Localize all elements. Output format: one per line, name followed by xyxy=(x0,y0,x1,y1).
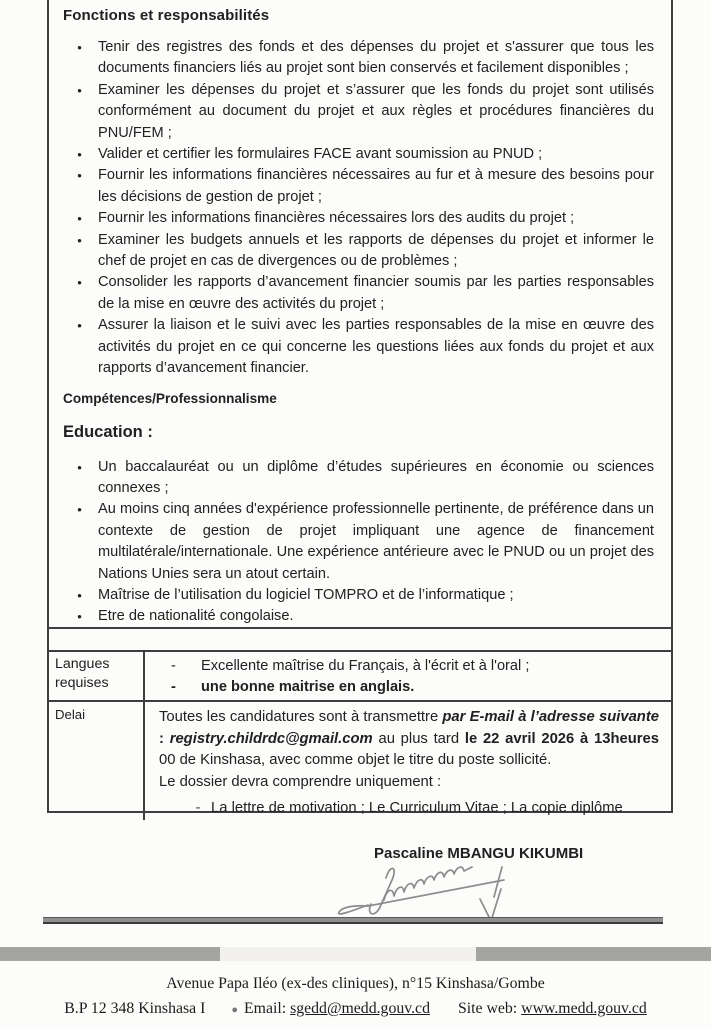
item-text: Assurer la liaison et le suivi avec les parties responsables de la mise en œuvre des activités du projet en ce qui concerne les questions liées aux fonds du projet et aux rapports d’avancement financier. xyxy=(98,317,654,377)
bullet-icon: • xyxy=(77,275,82,291)
list-item xyxy=(61,37,656,80)
item-text: Tenir des registres des fonds et des dépenses du projet et s'assurer que tous les documents financiers liés au projet sont bien conservés et facilement disponibles ; xyxy=(98,39,654,77)
education-list xyxy=(61,457,656,628)
item-text: Un baccalauréat ou un diplôme d’études supérieures en économie ou sciences connexes ; xyxy=(98,458,654,496)
item-text: Examiner les dépenses du projet et s’assurer que les fonds du projet sont utilisés conformément au document du projet et aux règles et procédures financières du PNU/FEM ; xyxy=(98,81,654,141)
dash-icon: - xyxy=(171,679,176,695)
item-text: Fournir les informations financières nécessaires lors des audits du projet ; xyxy=(98,210,575,227)
gray-bar-segment-light xyxy=(220,947,476,961)
bullet-icon: • xyxy=(77,587,82,603)
gray-bar-segment xyxy=(0,947,220,961)
email-label: Email: xyxy=(244,1000,291,1017)
text-segment-bold: : xyxy=(159,730,170,747)
list-item xyxy=(61,315,656,379)
bullet-icon: • xyxy=(77,211,82,227)
dossier-item xyxy=(159,798,659,820)
bullet-separator-icon: ● xyxy=(231,1004,239,1016)
empty-spacer-row xyxy=(47,629,673,650)
po-box-text: B.P 12 348 Kinshasa I xyxy=(64,1000,206,1017)
website-link[interactable]: www.medd.gouv.cd xyxy=(521,1000,647,1017)
dash-icon: - xyxy=(195,800,201,817)
competences-heading: Compétences/Professionnalisme xyxy=(63,390,277,406)
bullet-icon: • xyxy=(77,459,82,475)
item-text: Fournir les informations financières nécessaires au fur et à mesure des besoins pour les décisions de gestion de projet ; xyxy=(98,167,654,205)
list-item xyxy=(61,208,656,229)
responsibilities-list xyxy=(61,37,656,380)
dossier-item-text: La lettre de motivation ; Le Curriculum Vitae ; La copie diplôme xyxy=(211,800,623,817)
section-heading-fonctions: Fonctions et responsabilités xyxy=(63,7,270,24)
list-item xyxy=(61,230,656,273)
item-text: Consolider les rapports d’avancement financier soumis par les parties responsables de la mise en œuvre des activités du projet ; xyxy=(98,274,654,312)
deadline-text: le 22 avril 2026 à 13heures xyxy=(464,730,659,747)
text-segment-bold-italic: par E-mail à l’adresse suivante xyxy=(442,709,659,725)
list-item xyxy=(61,499,656,585)
gray-bar-segment xyxy=(476,947,711,961)
table-row-delai xyxy=(145,702,671,820)
bullet-icon: • xyxy=(77,168,82,184)
dash-item-text: une bonne maitrise en anglais. xyxy=(201,679,415,695)
row-label-delai: Delai xyxy=(49,702,145,820)
application-email-text: registry.childrdc@gmail.com xyxy=(169,730,373,747)
email-link[interactable]: sgedd@medd.gouv.cd xyxy=(290,1000,430,1017)
item-text: Maîtrise de l’utilisation du logiciel TOMPRO et de l’informatique ; xyxy=(98,586,514,603)
text-segment: 00 de Kinshasa, avec comme objet le titre du poste sollicité. xyxy=(159,752,552,769)
list-item xyxy=(61,80,656,144)
bullet-icon: • xyxy=(77,147,82,163)
delai-paragraph xyxy=(159,707,659,772)
footer xyxy=(0,971,711,1023)
bullet-icon: • xyxy=(77,40,82,55)
footer-address: Avenue Papa Iléo (ex-des cliniques), n°15 Kinshasa/Gombe xyxy=(166,975,545,992)
dossier-line: Le dossier devra comprendre uniquement : xyxy=(159,773,442,790)
item-text: Au moins cinq années d'expérience professionnelle pertinente, de préférence dans un contexte de gestion de projet impliquant une agence de financement multilatérale/internationale. Une expérience antérieure avec le PNUD ou un projet des Nations Unies sera un atout certain. xyxy=(98,501,654,582)
main-content-box xyxy=(47,0,673,629)
web-label: Site web: xyxy=(457,1000,522,1017)
separator-rule xyxy=(43,917,663,924)
dash-item xyxy=(167,677,661,698)
item-text: Examiner les budgets annuels et les rapports de dépenses du projet et informer le chef de projet en cas de divergences ou de problèmes ; xyxy=(98,231,654,270)
bullet-icon: • xyxy=(77,232,82,248)
list-item xyxy=(61,165,656,208)
list-item xyxy=(61,272,656,315)
row-label-langues: Langues requises xyxy=(49,652,145,702)
dash-item-text: Excellente maîtrise du Français, à l'écrit et à l'oral ; xyxy=(201,658,530,674)
list-item xyxy=(61,585,656,606)
bullet-icon: • xyxy=(77,318,82,334)
list-item xyxy=(61,457,656,500)
bullet-icon: • xyxy=(77,502,82,518)
signatory-name: Pascaline MBANGU KIKUMBI xyxy=(374,845,584,862)
info-table xyxy=(47,650,673,817)
list-item xyxy=(61,606,656,627)
footer-contacts xyxy=(0,996,711,1023)
item-text: Etre de nationalité congolaise. xyxy=(98,608,294,625)
text-segment: Toutes les candidatures sont à transmettre xyxy=(159,709,443,725)
list-item xyxy=(61,144,656,165)
dash-item xyxy=(167,656,661,677)
dash-icon: - xyxy=(171,658,176,674)
item-text: Valider et certifier les formulaires FACE avant soumission au PNUD ; xyxy=(98,146,543,163)
bullet-icon: • xyxy=(77,82,82,98)
education-heading: Education : xyxy=(63,422,153,441)
bullet-icon: • xyxy=(77,609,82,625)
table-row-langues xyxy=(145,652,671,702)
gray-divider-bar xyxy=(0,947,711,961)
text-segment: au plus tard xyxy=(372,730,465,747)
